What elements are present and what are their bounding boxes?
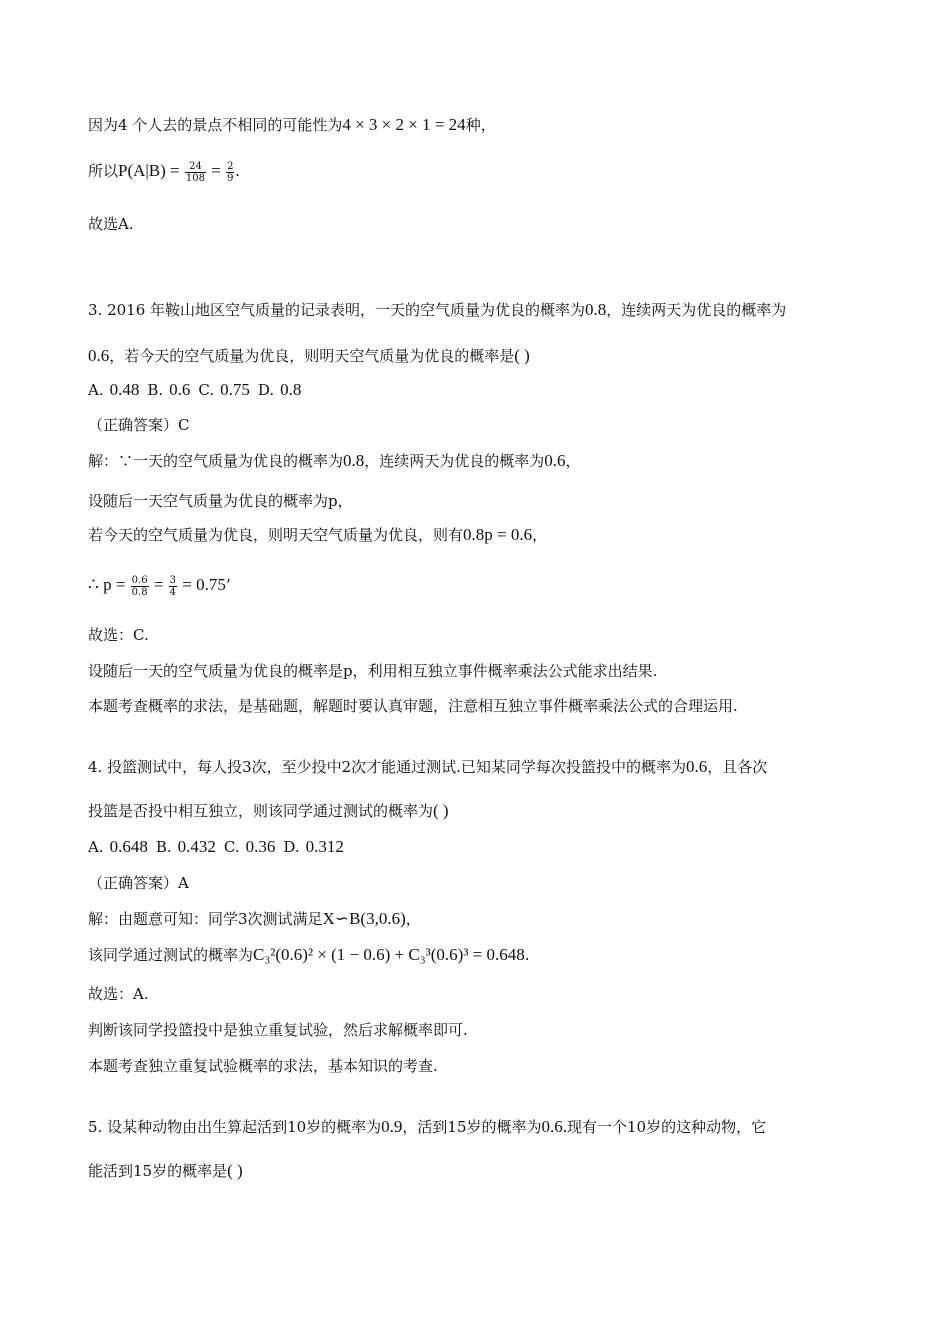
text-line: 故选：C. — [88, 626, 149, 644]
text-line: 若今天的空气质量为优良，则明天空气质量为优良，则有0.8p = 0.6， — [88, 525, 548, 544]
answer-line: （正确答案）A — [88, 874, 189, 892]
text-line: 该同学通过测试的概率为C₃²(0.6)² × (1 − 0.6) + C₃³(0.6)³ = 0.648. — [88, 945, 530, 964]
question-3: 3. 2016 年鞍山地区空气质量的记录表明，一天的空气质量为优良的概率为0.8，连续两天为优良的概率为 — [88, 300, 787, 319]
text-line: 本题考查独立重复试验概率的求法，基本知识的考查. — [88, 1057, 438, 1075]
text-line: 故选：A. — [88, 985, 149, 1003]
text-line: 所以P(A|B) = $\frac{24}{108}$ = $\frac{2}{9}$ . — [88, 160, 240, 184]
text-line: 本题考查概率的求法，是基础题，解题时要认真审题，注意相互独立事件概率乘法公式的合理运用. — [88, 697, 738, 715]
text-line: 投篮是否投中相互独立，则该同学通过测试的概率为( ) — [88, 801, 449, 820]
text-line: 因为4 个人去的景点不相同的可能性为4 × 3 × 2 × 1 = 24种， — [88, 115, 496, 134]
options-row: A. 0.648 B. 0.432 C. 0.36 D. 0.312 — [88, 837, 344, 856]
question-4: 4. 投篮测试中，每人投3次，至少投中2次才能通过测试.已知某同学每次投篮投中的概率为0.6，且各次 — [88, 757, 768, 776]
fraction: $\frac{3}{4}$ — [169, 574, 177, 598]
options-row: A. 0.48 B. 0.6 C. 0.75 D. 0.8 — [88, 380, 302, 399]
fraction: $\frac{2}{9}$ — [227, 160, 234, 184]
text-line: 故选A. — [88, 215, 134, 233]
text-line: 解：由题意可知：同学3次测试满足X∽B(3,0.6)， — [88, 909, 421, 928]
text-line: 设随后一天空气质量为优良的概率为p， — [88, 492, 353, 510]
text-line: 解：∵一天的空气质量为优良的概率为0.8，连续两天为优良的概率为0.6， — [88, 451, 581, 470]
fraction: $\frac{24}{108}$ — [185, 160, 205, 184]
text-line: 0.6，若今天的空气质量为优良，则明天空气质量为优良的概率是( ) — [88, 346, 530, 365]
fraction: $\frac{0.6}{0.8}$ — [131, 574, 148, 598]
text-line: ∴ p = $\frac{0.6}{0.8}$ = $\frac{3}{4}$ = 0.75’ — [88, 574, 231, 598]
question-5: 5. 设某种动物由出生算起活到10岁的概率为0.9，活到15岁的概率为0.6.现有一个10岁的这种动物，它 — [88, 1117, 767, 1136]
answer-line: （正确答案）C — [88, 416, 190, 434]
text-line: 能活到15岁的概率是( ) — [88, 1161, 243, 1180]
text-line: 设随后一天的空气质量为优良的概率是p，利用相互独立事件概率乘法公式能求出结果. — [88, 662, 658, 680]
text-line: 判断该同学投篮投中是独立重复试验，然后求解概率即可. — [88, 1021, 468, 1039]
